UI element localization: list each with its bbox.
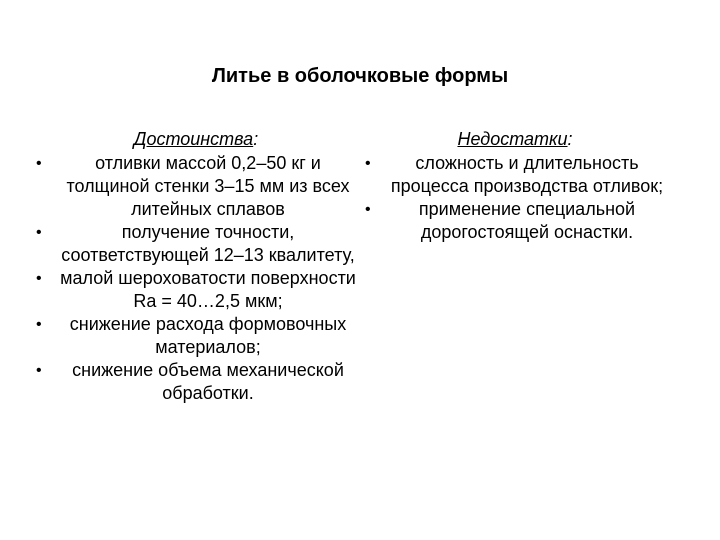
bullet-icon: • <box>365 155 371 172</box>
advantages-list <box>36 152 356 405</box>
bullet-icon: • <box>365 201 371 218</box>
bullet-icon: • <box>36 316 42 333</box>
disadvantages-heading-text: Недостатки <box>457 129 568 149</box>
list-item <box>36 267 356 313</box>
bullet-icon: • <box>36 155 42 172</box>
list-item-text: снижение объема механической обработки. <box>72 360 344 403</box>
list-item-text: применение специальной дорогостоящей оснастки. <box>418 199 636 242</box>
advantages-heading-colon: : <box>253 129 259 149</box>
advantages-heading <box>36 128 356 150</box>
disadvantages-heading <box>365 128 665 150</box>
list-item <box>365 152 665 198</box>
advantages-heading-text: Достоинства <box>133 129 254 149</box>
bullet-icon: • <box>36 270 42 287</box>
advantages-column <box>36 128 356 405</box>
list-item-text: сложность и длительность процесса производства отливок; <box>390 153 664 196</box>
disadvantages-heading-colon: : <box>567 129 573 149</box>
disadvantages-column <box>365 128 665 244</box>
list-item <box>36 359 356 405</box>
bullet-icon: • <box>36 362 42 379</box>
list-item-text: получение точности, соответствующей 12–13 квалитету, <box>61 222 355 265</box>
list-item-text: отливки массой 0,2–50 кг и толщиной стенки 3–15 мм из всех литейных сплавов <box>66 153 350 219</box>
list-item <box>36 221 356 267</box>
list-item-text: снижение расхода формовочных материалов; <box>69 314 347 357</box>
list-item <box>365 198 665 244</box>
slide-title: Литье в оболочковые формы <box>211 65 509 87</box>
disadvantages-list <box>365 152 665 244</box>
list-item <box>36 313 356 359</box>
bullet-icon: • <box>36 224 42 241</box>
list-item-text: малой шероховатости поверхности Ra = 40…2,5 мкм; <box>60 268 356 311</box>
list-item <box>36 152 356 221</box>
